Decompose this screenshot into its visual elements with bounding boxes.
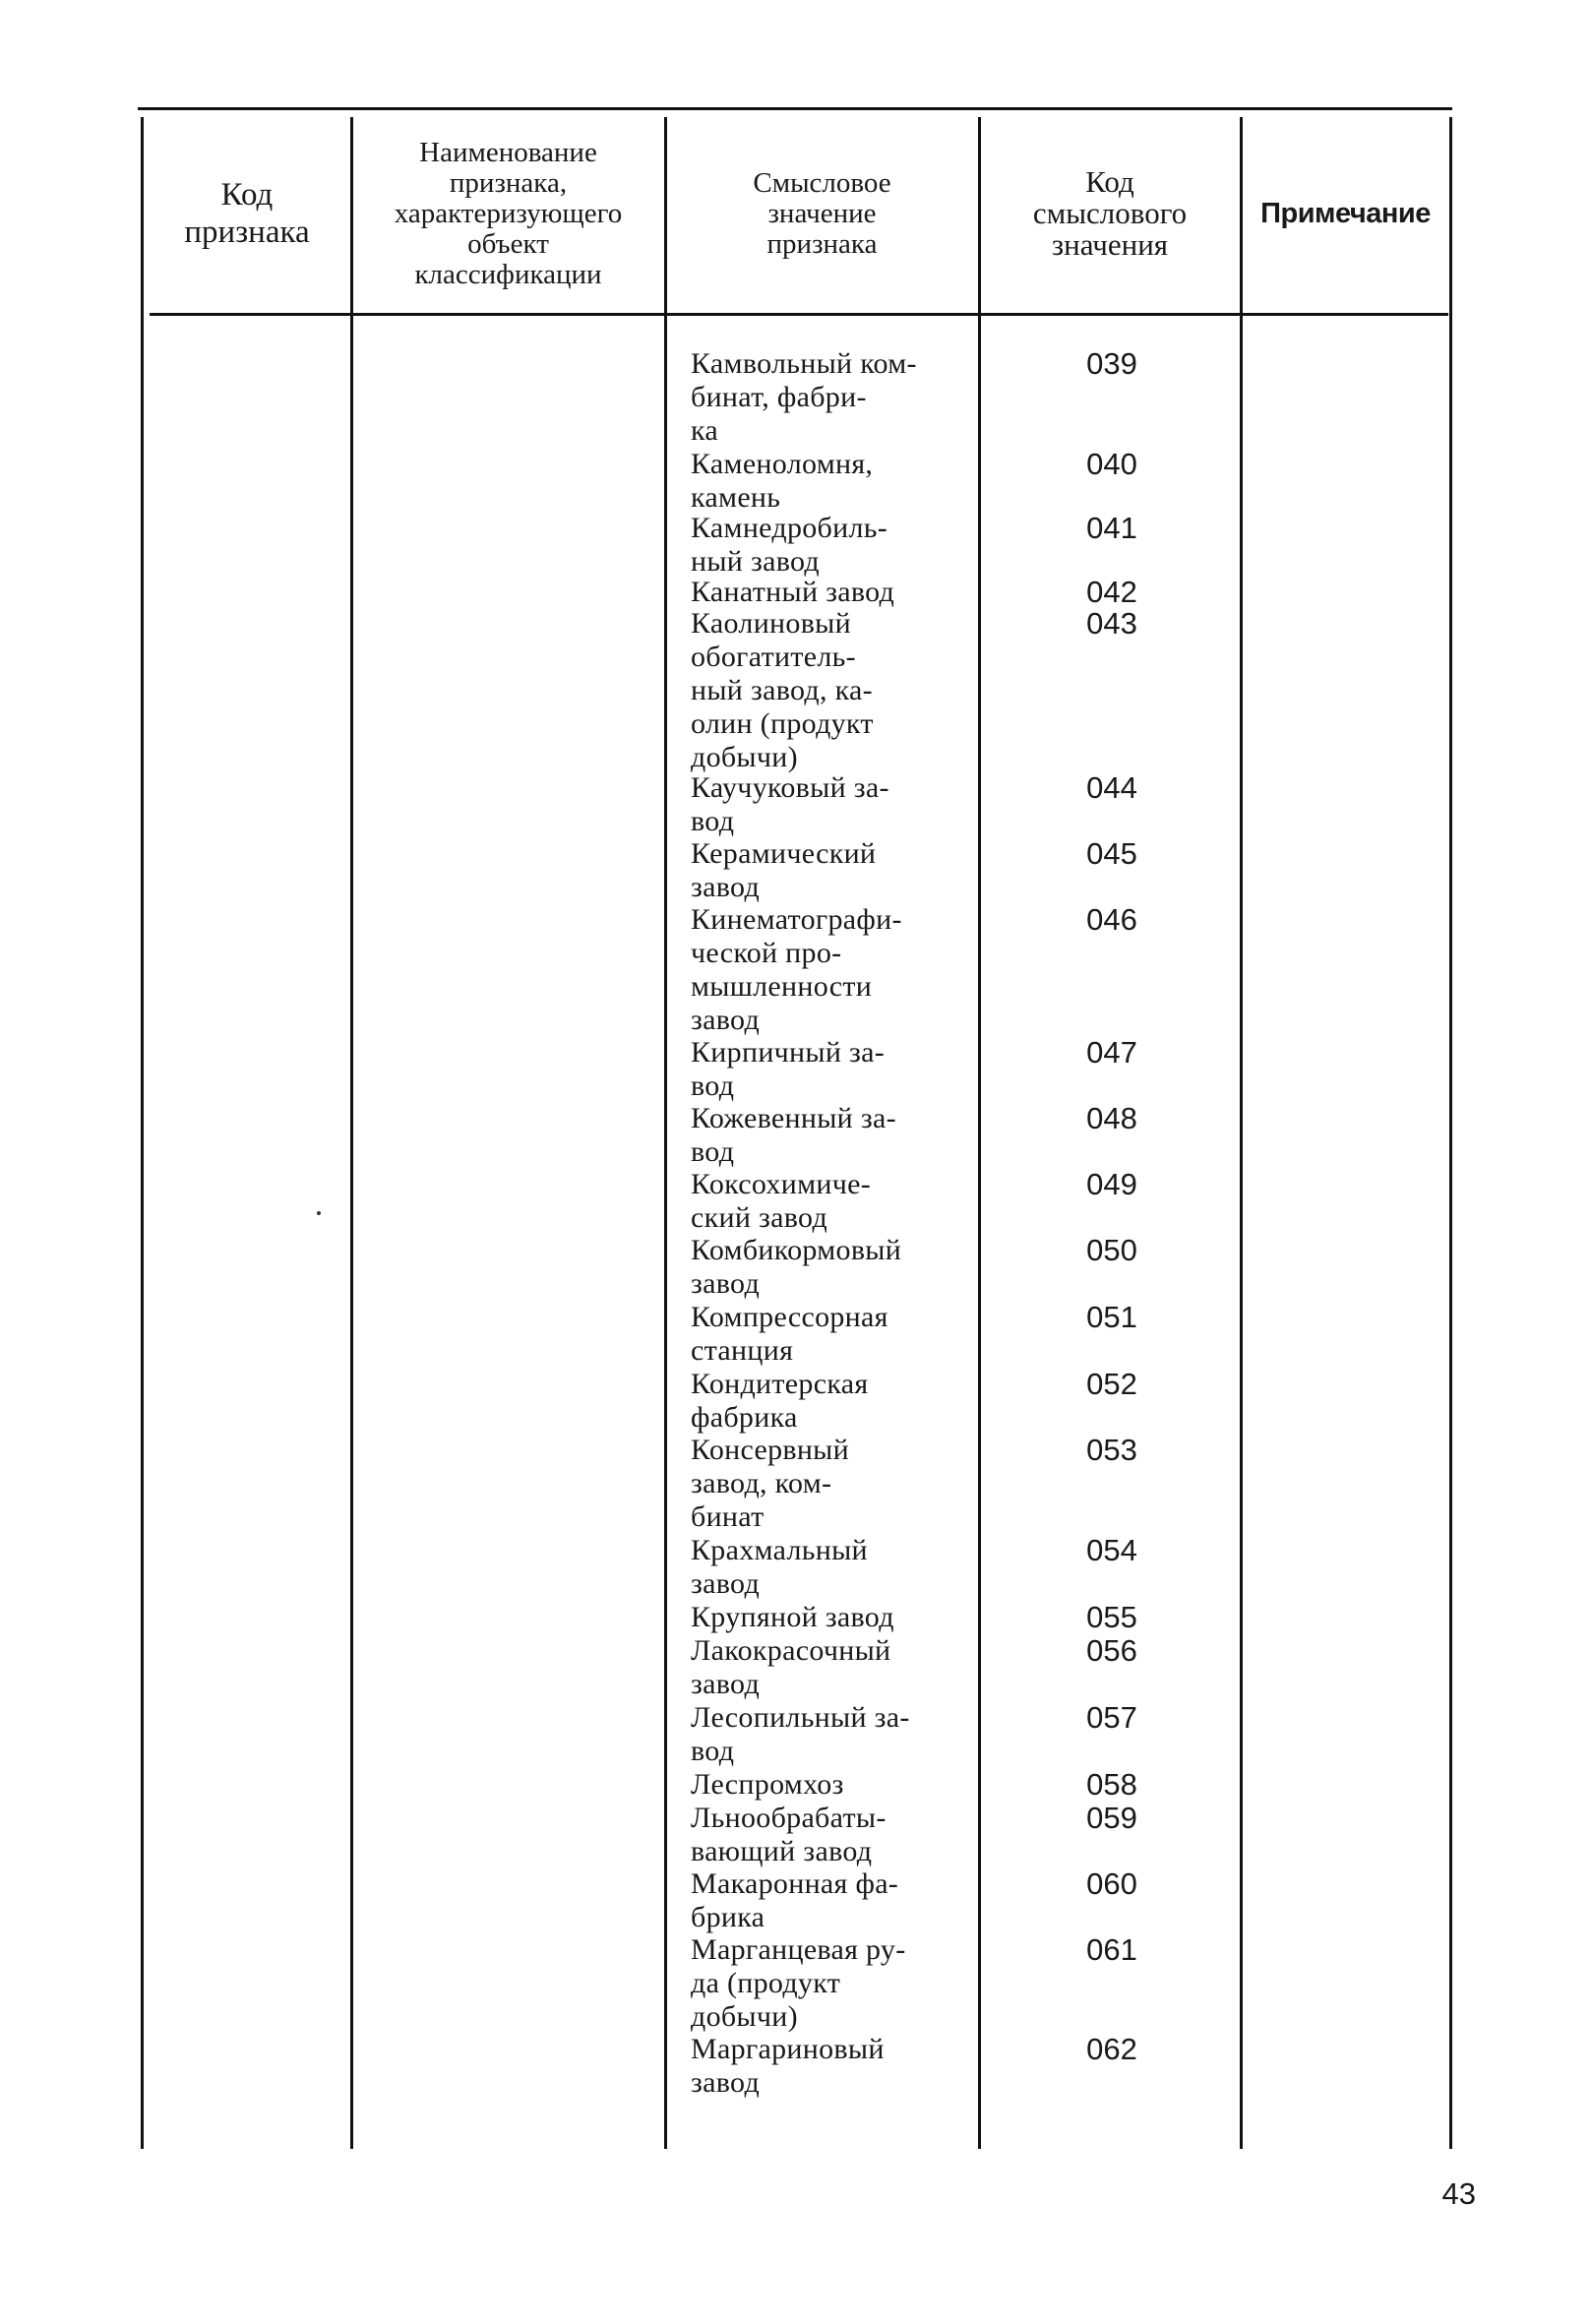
semantic-code: 044 (1086, 770, 1137, 805)
semantic-value: Камвольный ком- бинат, фабри- ка (691, 347, 917, 447)
semantic-value: Маргариновый завод (691, 2033, 885, 2099)
semantic-value: Крахмальный завод (691, 1534, 868, 1600)
semantic-value: Леспромхоз (691, 1768, 844, 1801)
table-left-border (141, 117, 144, 2149)
header-bottom-rule (150, 313, 1448, 316)
semantic-code: 042 (1086, 575, 1137, 609)
semantic-code: 058 (1086, 1767, 1137, 1802)
column-divider-2 (664, 117, 667, 2149)
semantic-value: Макаронная фа- брика (691, 1867, 899, 1933)
semantic-value: Кондитерская фабрика (691, 1368, 869, 1434)
semantic-value: Кожевенный за- вод (691, 1102, 896, 1168)
header-feature-code (146, 116, 348, 311)
semantic-value: Каолиновый обогатитель- ный завод, ка- олин (продукт добычи) (691, 607, 874, 773)
semantic-value: Лакокрасочный завод (691, 1634, 891, 1700)
semantic-code: 048 (1086, 1101, 1137, 1135)
semantic-code: 051 (1086, 1300, 1137, 1334)
semantic-code: 060 (1086, 1866, 1137, 1901)
semantic-code: 047 (1086, 1035, 1137, 1070)
semantic-code: 045 (1086, 836, 1137, 871)
header-semantic-code-text: Код смыслового значения (1032, 164, 1188, 262)
semantic-value: Лесопильный за- вод (691, 1701, 910, 1767)
column-divider-3 (978, 117, 981, 2149)
semantic-value: Керамический завод (691, 837, 877, 903)
page-number: 43 (1441, 2176, 1476, 2211)
header-note-text: Примечание (1260, 197, 1431, 229)
semantic-value: Консервный завод, ком- бинат (691, 1434, 849, 1533)
table-right-border (1449, 117, 1452, 2149)
semantic-value: Крупяной завод (691, 1601, 894, 1633)
semantic-value: Камнедробиль- ный завод (691, 512, 888, 578)
semantic-value: Каменоломня, камень (691, 448, 874, 514)
semantic-value: Марганцевая ру- да (продукт добычи) (691, 1933, 906, 2033)
column-divider-4 (1240, 117, 1243, 2149)
semantic-value: Кинематографи- ческой про- мышленности завод (691, 903, 902, 1036)
semantic-code: 043 (1086, 606, 1137, 641)
semantic-code: 057 (1086, 1700, 1137, 1735)
semantic-code: 062 (1086, 2032, 1137, 2066)
semantic-value: Канатный завод (691, 576, 895, 608)
semantic-code: 061 (1086, 1932, 1137, 1967)
column-divider-1 (350, 117, 353, 2149)
semantic-value: Коксохимиче- ский завод (691, 1168, 871, 1234)
semantic-code: 040 (1086, 447, 1137, 481)
header-semantic-code (982, 116, 1238, 311)
semantic-code: 056 (1086, 1633, 1137, 1668)
semantic-value: Кирпичный за- вод (691, 1036, 886, 1102)
semantic-value: Комбикормовый завод (691, 1234, 902, 1300)
header-feature-name (354, 116, 662, 311)
semantic-code: 053 (1086, 1433, 1137, 1467)
semantic-value: Компрессорная станция (691, 1301, 888, 1367)
semantic-code: 041 (1086, 511, 1137, 545)
header-note (1244, 116, 1447, 311)
header-feature-code-text: Код признака (184, 177, 310, 250)
table-top-rule (138, 107, 1452, 110)
semantic-code: 049 (1086, 1167, 1137, 1201)
semantic-code: 050 (1086, 1233, 1137, 1267)
semantic-code: 059 (1086, 1801, 1137, 1835)
semantic-value: Каучуковый за- вод (691, 771, 889, 837)
semantic-code: 054 (1086, 1533, 1137, 1567)
header-semantic-value (668, 116, 976, 311)
print-speck (317, 1211, 321, 1215)
header-feature-name-text: Наименование признака, характеризующего объект классификации (394, 136, 623, 290)
semantic-code: 055 (1086, 1600, 1137, 1634)
header-semantic-value-text: Смысловое значение признака (753, 166, 891, 260)
semantic-value: Льнообрабаты- вающий завод (691, 1802, 887, 1867)
semantic-code: 052 (1086, 1367, 1137, 1401)
semantic-code: 039 (1086, 346, 1137, 381)
semantic-code: 046 (1086, 902, 1137, 937)
